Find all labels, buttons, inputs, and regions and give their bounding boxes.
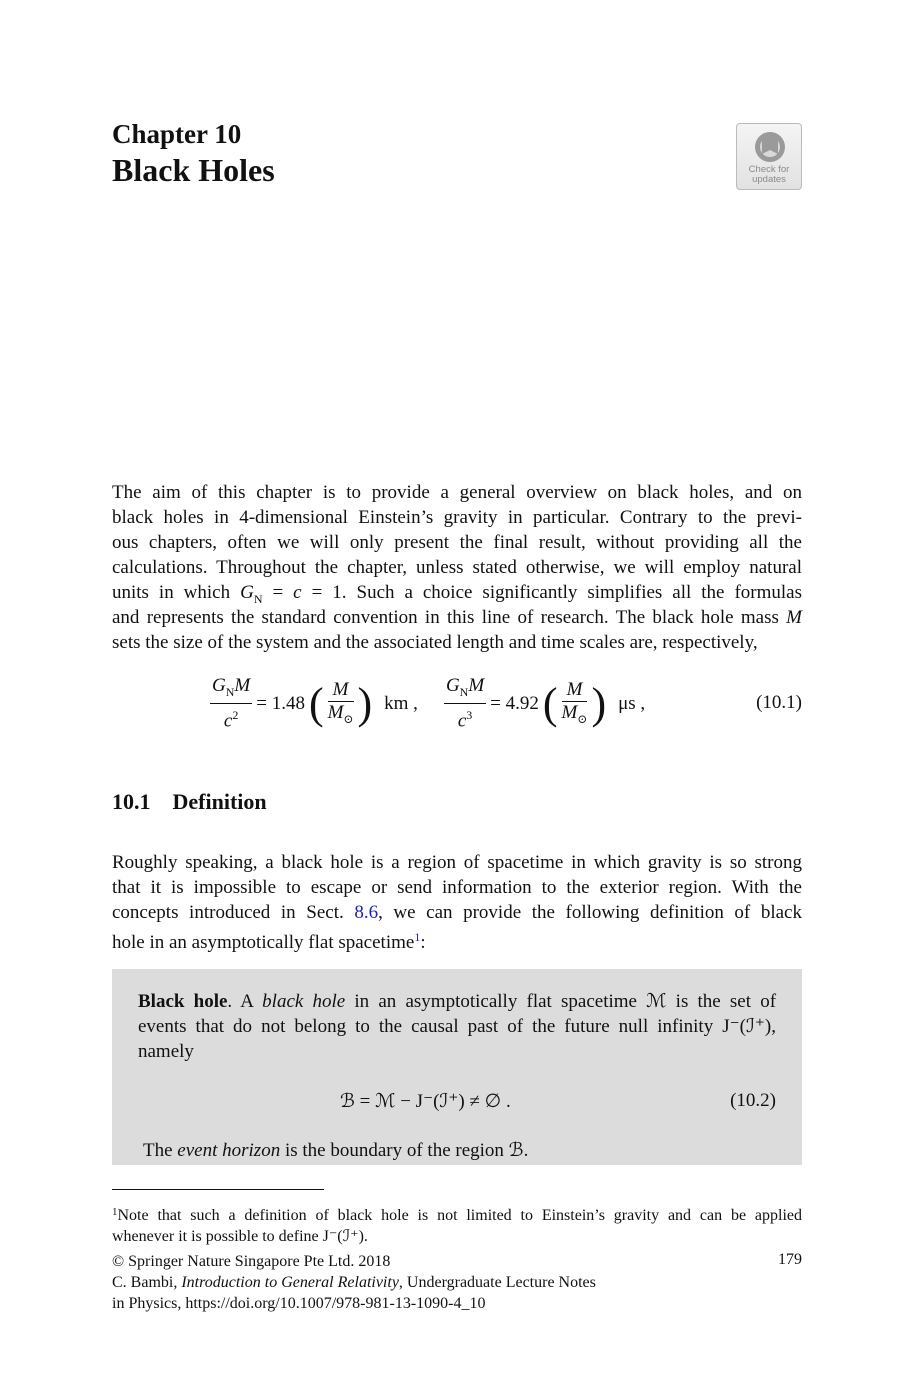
intro-line: black holes in 4-dimensional Einstein’s gravity in particular. Contrary to the previ- xyxy=(112,507,802,528)
frac-den: $c^2$ xyxy=(223,708,239,732)
para-line: concepts introduced in Sect. 8.6, we can provide the following definition of black xyxy=(112,902,802,923)
check-for-updates-icon xyxy=(753,130,787,164)
doi-line[interactable]: in Physics, https://doi.org/10.1007/978-981-13-1090-4_10 xyxy=(112,1295,486,1312)
mass-ratio xyxy=(562,679,588,730)
coef-length: = 1.48 xyxy=(256,693,305,714)
badge-line1: Check for xyxy=(748,164,790,175)
intro-line: ous chapters, often we will only present the final result, without providing all the xyxy=(112,532,802,553)
unit-us: μs , xyxy=(618,693,646,714)
definition-term: Black hole xyxy=(138,991,228,1012)
equation-10-2: ℬ = ℳ − J⁻(ℐ⁺) ≠ ∅ . xyxy=(340,1091,511,1112)
intro-line: sets the size of the system and the associated length and time scales are, respectively, xyxy=(112,632,758,653)
chapter-title: Black Holes xyxy=(112,152,275,188)
frac-den: $M_⊙$ xyxy=(561,701,588,726)
footnote-ref-link[interactable]: 1 xyxy=(414,930,421,944)
definition-box xyxy=(112,969,802,1165)
event-horizon-sentence: The event horizon is the boundary of the region ℬ. xyxy=(143,1140,529,1161)
frac-den: $M_⊙$ xyxy=(327,701,354,726)
footnote-line: $^1$Note that such a definition of black hole is not limited to Einstein’s gravity and can be applied xyxy=(112,1206,802,1224)
box-line: events that do not belong to the causal past of the future null infinity J⁻(ℐ⁺), xyxy=(138,1016,776,1037)
copyright: © Springer Nature Singapore Pte Ltd. 2018 xyxy=(112,1253,391,1270)
footnote-rule xyxy=(112,1189,324,1190)
box-line: Black hole. A black hole in an asymptotically flat spacetime ℳ is the set of xyxy=(138,991,777,1012)
fraction-length xyxy=(210,675,252,732)
page-number: 179 xyxy=(778,1251,802,1268)
section-heading xyxy=(112,789,267,815)
para-line: Roughly speaking, a black hole is a region of spacetime in which gravity is so strong xyxy=(112,852,802,873)
equation-number: (10.2) xyxy=(730,1090,776,1111)
intro-line: and represents the standard convention in this line of research. The black hole mass M xyxy=(112,607,802,628)
frac-den: $c^3$ xyxy=(457,708,473,732)
intro-line: The aim of this chapter is to provide a general overview on black holes, and on xyxy=(112,482,802,503)
book-title: Introduction to General Relativity xyxy=(181,1274,399,1291)
fraction-time xyxy=(444,675,486,732)
footnote-mark: 1 xyxy=(112,1206,118,1218)
equation-number: (10.1) xyxy=(756,692,802,713)
equation-10-1: $\frac{G_NM}{c^2}$ = 1.48 ( $\frac{M}{M_⊙}$ ) km , $\frac{G_NM}{c^3}$ = 4.92 ( $\frac{M}{M_⊙}$ ) μs , xyxy=(212,675,646,732)
frac-num: M xyxy=(328,679,354,702)
footnote-line: whenever it is possible to define J⁻(ℐ⁺). xyxy=(112,1228,368,1245)
publication-info xyxy=(112,1251,596,1314)
section-number: 10.1 xyxy=(112,789,151,814)
intro-paragraph xyxy=(112,480,802,655)
intro-line: calculations. Throughout the chapter, unless stated otherwise, we will employ natural xyxy=(112,557,802,578)
box-line: namely xyxy=(138,1041,194,1062)
citation: C. Bambi, Introduction to General Relativity, Undergraduate Lecture Notes xyxy=(112,1274,596,1291)
section-link[interactable]: 8.6 xyxy=(354,902,379,923)
footnote xyxy=(112,1202,802,1247)
coef-time: = 4.92 xyxy=(490,693,539,714)
unit-km: km , xyxy=(384,693,418,714)
frac-num: $G_NM$ xyxy=(210,675,252,704)
para-line: that it is impossible to escape or send information to the exterior region. With the xyxy=(112,877,802,898)
badge-line2: updates xyxy=(752,174,786,185)
frac-num: M xyxy=(562,679,588,702)
check-for-updates-badge[interactable] xyxy=(736,123,802,190)
mass-ratio xyxy=(328,679,354,730)
section-title: Definition xyxy=(172,789,267,814)
frac-num: $G_NM$ xyxy=(444,675,486,704)
para-line: hole in an asymptotically flat spacetime$^1$: xyxy=(112,930,426,953)
intro-line: units in which $G_N = c = 1$. Such a choice significantly simplifies all the formulas xyxy=(112,582,802,606)
chapter-number: Chapter 10 xyxy=(112,119,242,149)
definition-intro-paragraph xyxy=(112,850,802,953)
